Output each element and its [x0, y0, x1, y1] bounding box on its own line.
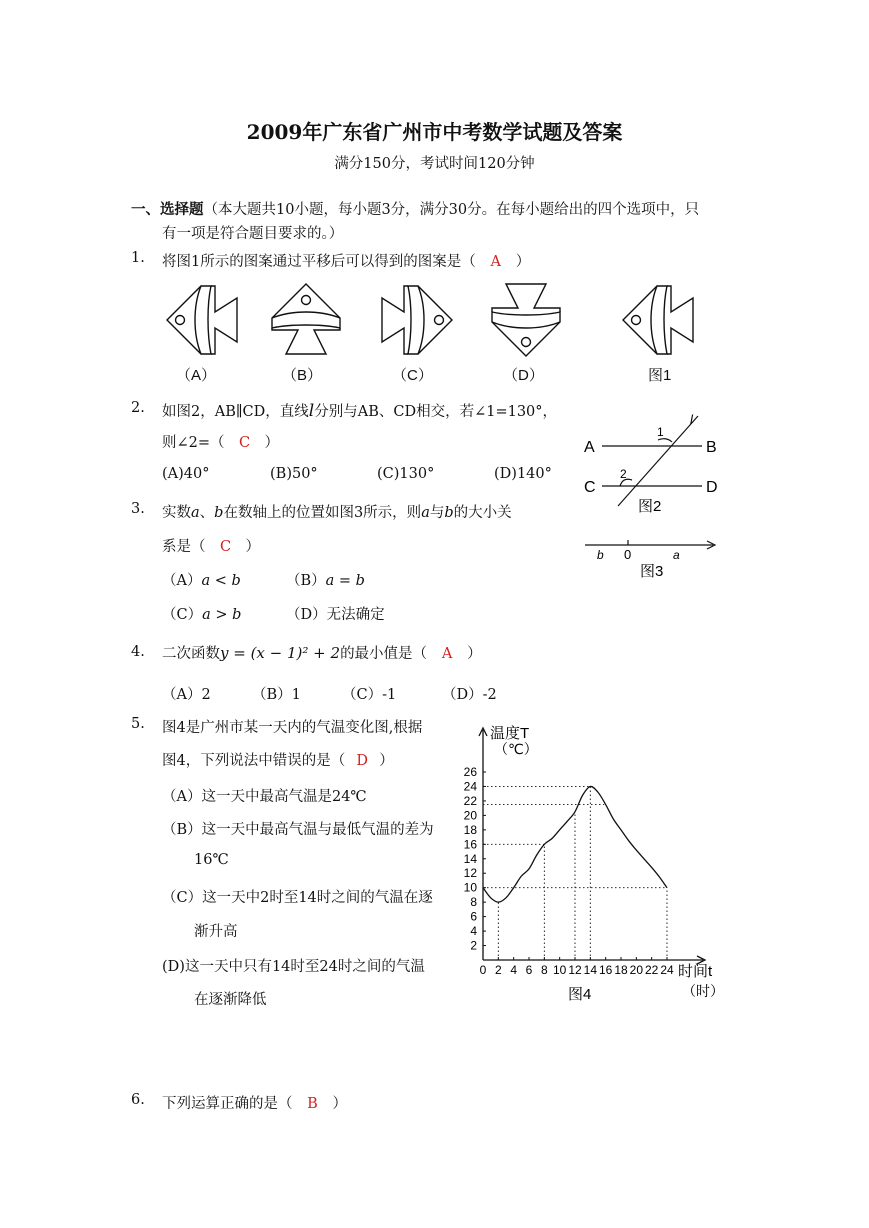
q4-option-b: （B）1	[252, 687, 301, 703]
q3-fig-caption: 图3	[640, 563, 664, 580]
chart-ylabel: 温度T	[490, 725, 530, 742]
q3-fig-zero: 0	[624, 547, 632, 562]
chart-xunit: （时）	[682, 983, 724, 999]
q1-text: 将图1所示的图案通过平移后可以得到的图案是（	[162, 254, 476, 270]
section-description-cont: 有一项是符合题目要求的。）	[162, 226, 344, 242]
y-tick-label: 8	[470, 895, 477, 910]
q5-number: 5.	[131, 716, 145, 732]
q3-t1: 实数	[162, 505, 191, 521]
x-tick-label: 2	[494, 963, 502, 977]
q2-text-a: 如图2，AB∥CD，直线	[162, 404, 309, 420]
x-tick-label: 4	[510, 963, 518, 977]
x-tick-label: 10	[552, 963, 567, 977]
y-tick-label: 16	[463, 837, 477, 852]
x-tick-label: 12	[568, 963, 582, 977]
q3-option-d: （D）无法确定	[286, 607, 385, 623]
q3-stem	[162, 501, 512, 522]
q5-option-a: （A）这一天中最高气温是24℃	[162, 789, 367, 805]
q2-fig-a: A	[584, 439, 595, 456]
q5-answer: D	[356, 753, 369, 769]
q4-number: 4.	[131, 644, 145, 660]
q2-fig-b: B	[706, 439, 717, 456]
x-tick-label: 24	[660, 963, 674, 977]
y-tick-label: 10	[463, 880, 477, 895]
q1-figure-c	[382, 286, 452, 354]
section-description: （本大题共10小题，每小题3分，满分30分。在每小题给出的四个选项中，只	[203, 202, 700, 218]
q2-option-b: (B)50°	[270, 466, 318, 482]
y-tick-label: 6	[470, 909, 477, 924]
q3-answer: C	[219, 539, 232, 555]
q6-close: ）	[332, 1096, 347, 1112]
q3-option-b	[286, 569, 365, 590]
q1-label-b: （B）	[282, 367, 323, 384]
q1-figure-b	[272, 284, 340, 354]
y-tick-label: 20	[463, 808, 477, 823]
q5-line2-text: 图4，下列说法中错误的是（	[162, 753, 346, 769]
x-tick-label: 8	[540, 963, 548, 977]
q1-stem	[162, 250, 530, 271]
y-tick-label: 12	[463, 866, 477, 881]
q1-close: ）	[515, 254, 531, 270]
q2-stem-line2	[162, 431, 279, 452]
q6-stem	[162, 1092, 347, 1113]
q3-option-b-label: （B）	[286, 573, 326, 589]
q4-formula: y = (x − 1)² + 2	[220, 644, 341, 662]
q2-fig-angle2: 2	[620, 467, 627, 481]
temperature-chart	[440, 720, 740, 1010]
q3-option-c-label: （C）	[162, 607, 203, 623]
q3-close: ）	[245, 539, 260, 555]
q5-option-b-line2: 16℃	[194, 852, 229, 868]
q1-figure-1	[623, 286, 693, 354]
chart-xlabel: 时间t	[678, 963, 713, 980]
q5-line2	[162, 749, 394, 770]
y-tick-label: 18	[463, 822, 477, 837]
section-title: 一、选择题	[131, 201, 204, 218]
q2-fig-c: C	[584, 479, 596, 496]
q3-option-c	[162, 603, 241, 624]
q6-number: 6.	[131, 1092, 145, 1108]
q3-option-a-label: （A）	[162, 573, 202, 589]
q4-t1: 二次函数	[162, 646, 220, 662]
q4-t2: 的最小值是（	[340, 646, 428, 662]
x-tick-label: 0	[479, 963, 487, 977]
q5-option-d-line2: 在逐渐降低	[194, 992, 267, 1008]
section-heading	[131, 198, 699, 219]
q3-t3: 与	[429, 505, 445, 521]
q1-answer: A	[490, 254, 501, 270]
q1-figure-d	[492, 284, 560, 356]
y-tick-label: 14	[463, 851, 477, 866]
x-tick-label: 6	[525, 963, 533, 977]
q3-fig-b: b	[597, 548, 604, 562]
q5-option-d-line1: (D)这一天中只有14时至24时之间的气温	[162, 959, 425, 975]
q2-fig-d: D	[706, 479, 718, 496]
q3-fig-a: a	[673, 548, 680, 562]
q3-t4: 的大小关	[453, 505, 512, 521]
q3-var-b2: b	[444, 505, 454, 521]
q5-option-b-line1: （B）这一天中最高气温与最低气温的差为	[162, 822, 434, 838]
q3-line2: 系是（	[162, 539, 206, 555]
q4-option-a: （A）2	[162, 687, 211, 703]
q2-answer: C	[238, 435, 251, 451]
y-tick-label: 2	[470, 938, 477, 953]
q2-close: ）	[264, 435, 280, 451]
x-tick-label: 18	[614, 963, 628, 977]
y-tick-label: 4	[470, 924, 477, 939]
q3-option-b-expr: a = b	[325, 573, 365, 589]
q1-label-c: （C）	[392, 367, 433, 384]
x-tick-label: 16	[598, 963, 613, 977]
y-tick-label: 26	[463, 765, 477, 779]
q2-option-a: (A)40°	[162, 466, 210, 482]
q3-number: 3.	[131, 501, 145, 517]
q2-option-c: (C)130°	[377, 466, 435, 482]
q5-line1: 图4是广州市某一天内的气温变化图,根据	[162, 720, 423, 736]
q2-line2: 则∠2=（	[162, 435, 225, 451]
q1-label-fig1: 图1	[648, 367, 672, 384]
q1-figure-a	[167, 286, 237, 354]
chart-yunit: （℃）	[494, 741, 538, 757]
page-title: 2009年广东省广州市中考数学试题及答案	[246, 120, 623, 144]
y-tick-label: 24	[463, 779, 477, 794]
q3-option-c-expr: a > b	[202, 607, 242, 623]
q5-option-c-line1: （C）这一天中2时至14时之间的气温在逐	[162, 890, 433, 906]
q6-text: 下列运算正确的是（	[162, 1096, 293, 1112]
x-tick-label: 22	[644, 963, 659, 977]
q2-number: 2.	[131, 400, 145, 416]
q4-option-c: （C）-1	[342, 687, 397, 703]
q3-option-a	[162, 569, 241, 590]
q2-fig-caption: 图2	[638, 498, 662, 515]
x-tick-label: 14	[583, 963, 598, 977]
q6-answer: B	[307, 1096, 318, 1112]
q1-number: 1.	[131, 250, 145, 266]
temperature-series-line	[483, 786, 667, 902]
q4-option-d: （D）-2	[442, 687, 497, 703]
q3-sep: 、	[199, 505, 215, 521]
x-tick-label: 20	[629, 963, 644, 977]
q3-var-a: a	[191, 505, 200, 521]
q1-label-a: （A）	[176, 367, 217, 384]
q2-var-l: l	[308, 401, 315, 421]
q3-t2: 在数轴上的位置如图3所示，则	[223, 505, 422, 521]
q1-label-d: （D）	[503, 367, 544, 384]
q4-stem	[162, 642, 482, 663]
q3-var-b: b	[214, 505, 224, 521]
q3-var-a2: a	[421, 505, 430, 521]
q2-option-d: (D)140°	[494, 466, 552, 482]
q2-fig-angle1: 1	[657, 425, 664, 439]
q2-text-b: 分别与AB、CD相交，若∠1=130°，	[314, 404, 558, 420]
page-subtitle: 满分150分，考试时间120分钟	[334, 156, 535, 172]
chart-title: 图4	[568, 986, 592, 1003]
q4-close: ）	[467, 646, 482, 662]
y-tick-label: 22	[463, 793, 477, 808]
q2-stem	[162, 400, 557, 421]
q5-close: ）	[379, 753, 394, 769]
q2-figure	[580, 410, 730, 520]
q3-stem-line2	[162, 535, 260, 556]
q3-figure	[585, 532, 725, 582]
q5-option-c-line2: 渐升高	[194, 924, 238, 940]
q4-answer: A	[441, 646, 453, 662]
q2-fig-l: l	[690, 412, 693, 427]
q3-option-a-expr: a < b	[201, 573, 241, 589]
